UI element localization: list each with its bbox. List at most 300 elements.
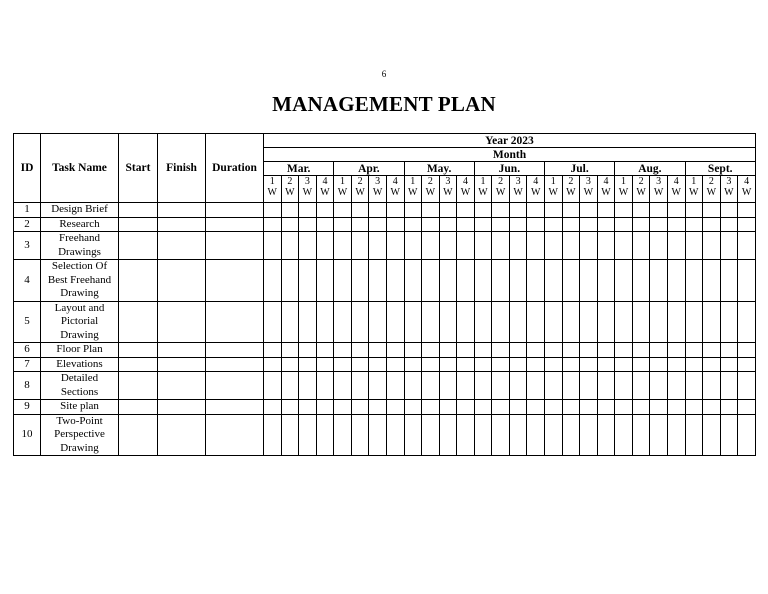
schedule-cell [281, 372, 299, 400]
schedule-cell [299, 372, 317, 400]
task-start [119, 203, 158, 218]
schedule-cell [422, 343, 440, 358]
task-rows [14, 203, 756, 456]
week-number: 4 [322, 176, 328, 187]
week-unit: W [618, 187, 629, 198]
week-number: 4 [533, 176, 539, 187]
schedule-cell [720, 232, 738, 260]
schedule-cell [509, 414, 527, 456]
schedule-cell [264, 343, 282, 358]
task-row [14, 217, 756, 232]
schedule-cell [580, 414, 598, 456]
schedule-cell [264, 414, 282, 456]
schedule-cell [457, 260, 475, 302]
col-header-start: Start [119, 134, 158, 203]
task-row [14, 372, 756, 400]
week-header [703, 176, 721, 203]
task-start [119, 232, 158, 260]
schedule-cell [351, 301, 369, 343]
task-start [119, 400, 158, 415]
schedule-cell [703, 414, 721, 456]
schedule-cell [492, 217, 510, 232]
schedule-cell [650, 203, 668, 218]
schedule-cell [281, 260, 299, 302]
schedule-cell [615, 203, 633, 218]
week-number: 3 [515, 176, 521, 187]
task-row [14, 301, 756, 343]
task-duration [206, 203, 264, 218]
schedule-cell [580, 343, 598, 358]
schedule-cell [386, 203, 404, 218]
task-name-line: Research [59, 217, 100, 230]
schedule-cell [615, 357, 633, 372]
schedule-cell [650, 217, 668, 232]
week-unit: W [601, 187, 611, 198]
schedule-cell [386, 400, 404, 415]
week-header [351, 176, 369, 203]
task-duration [206, 414, 264, 456]
schedule-cell [632, 372, 650, 400]
task-start [119, 301, 158, 343]
schedule-cell [580, 301, 598, 343]
task-row [14, 260, 756, 302]
week-unit: W [583, 187, 594, 198]
schedule-cell [369, 400, 387, 415]
schedule-cell [386, 217, 404, 232]
schedule-cell [545, 357, 563, 372]
schedule-cell [738, 301, 756, 343]
schedule-cell [422, 203, 440, 218]
schedule-cell [685, 414, 703, 456]
schedule-cell [527, 357, 545, 372]
schedule-cell [299, 301, 317, 343]
col-header-duration: Duration [206, 134, 264, 203]
schedule-cell [334, 232, 352, 260]
schedule-cell [457, 343, 475, 358]
schedule-cell [632, 232, 650, 260]
schedule-cell [334, 301, 352, 343]
schedule-cell [492, 400, 510, 415]
schedule-cell [685, 343, 703, 358]
task-row [14, 400, 756, 415]
task-name-line: Drawing [60, 441, 99, 454]
task-row [14, 343, 756, 358]
week-number: 2 [498, 176, 504, 187]
week-number: 1 [269, 176, 275, 187]
task-start [119, 343, 158, 358]
schedule-cell [351, 260, 369, 302]
task-id: 1 [14, 203, 41, 218]
schedule-cell [720, 400, 738, 415]
task-finish [158, 343, 206, 358]
schedule-cell [703, 203, 721, 218]
schedule-cell [545, 232, 563, 260]
schedule-cell [457, 203, 475, 218]
schedule-cell [632, 203, 650, 218]
week-number: 4 [603, 176, 609, 187]
schedule-cell [667, 232, 685, 260]
schedule-cell [316, 203, 334, 218]
schedule-cell [720, 301, 738, 343]
schedule-cell [580, 203, 598, 218]
task-finish [158, 372, 206, 400]
task-finish [158, 217, 206, 232]
schedule-cell [492, 343, 510, 358]
schedule-cell [738, 232, 756, 260]
task-row [14, 357, 756, 372]
task-name [41, 232, 119, 260]
schedule-cell [667, 372, 685, 400]
schedule-cell [439, 260, 457, 302]
task-name-line: Two-Point [56, 414, 103, 427]
week-header [264, 176, 282, 203]
week-header [492, 176, 510, 203]
schedule-cell [720, 217, 738, 232]
schedule-cell [667, 203, 685, 218]
schedule-cell [703, 343, 721, 358]
task-id: 6 [14, 343, 41, 358]
week-unit: W [689, 187, 699, 198]
col-header-task-name: Task Name [41, 134, 119, 203]
schedule-cell [316, 372, 334, 400]
schedule-cell [615, 343, 633, 358]
week-unit: W [267, 187, 277, 198]
schedule-cell [545, 414, 563, 456]
week-header [439, 176, 457, 203]
task-start [119, 414, 158, 456]
task-duration [206, 301, 264, 343]
task-id: 2 [14, 217, 41, 232]
schedule-cell [334, 357, 352, 372]
schedule-cell [299, 414, 317, 456]
schedule-cell [527, 414, 545, 456]
schedule-cell [509, 301, 527, 343]
schedule-cell [720, 372, 738, 400]
schedule-cell [562, 414, 580, 456]
schedule-cell [369, 203, 387, 218]
schedule-cell [580, 217, 598, 232]
schedule-cell [334, 343, 352, 358]
schedule-cell [334, 372, 352, 400]
schedule-cell [422, 372, 440, 400]
week-number: 3 [656, 176, 662, 187]
schedule-cell [720, 260, 738, 302]
schedule-cell [738, 357, 756, 372]
schedule-cell [369, 260, 387, 302]
management-plan-table [13, 133, 756, 456]
week-unit: W [671, 187, 681, 198]
task-name [41, 400, 119, 415]
week-number: 4 [673, 176, 679, 187]
schedule-cell [509, 260, 527, 302]
schedule-cell [667, 217, 685, 232]
task-finish [158, 232, 206, 260]
schedule-cell [650, 372, 668, 400]
schedule-cell [738, 400, 756, 415]
schedule-cell [492, 357, 510, 372]
schedule-cell [738, 203, 756, 218]
week-header [527, 176, 545, 203]
task-name-line: Site plan [60, 400, 99, 412]
task-name [41, 217, 119, 232]
schedule-cell [299, 400, 317, 415]
schedule-cell [492, 260, 510, 302]
schedule-cell [580, 357, 598, 372]
task-name-line: Drawings [58, 245, 101, 258]
schedule-cell [509, 217, 527, 232]
schedule-cell [474, 232, 492, 260]
task-id: 10 [14, 414, 41, 456]
week-unit: W [548, 187, 558, 198]
week-number: 2 [357, 176, 363, 187]
schedule-cell [685, 301, 703, 343]
schedule-cell [264, 260, 282, 302]
schedule-cell [369, 357, 387, 372]
schedule-cell [545, 260, 563, 302]
schedule-cell [685, 357, 703, 372]
schedule-cell [615, 414, 633, 456]
week-unit: W [724, 187, 734, 198]
week-header [615, 176, 633, 203]
schedule-cell [685, 232, 703, 260]
schedule-cell [474, 357, 492, 372]
schedule-cell [316, 232, 334, 260]
month-header: Month [264, 148, 756, 162]
week-unit: W [320, 187, 330, 198]
schedule-cell [439, 232, 457, 260]
schedule-cell [299, 260, 317, 302]
schedule-cell [334, 400, 352, 415]
schedule-cell [597, 260, 615, 302]
schedule-cell [703, 232, 721, 260]
schedule-cell [527, 400, 545, 415]
schedule-cell [615, 260, 633, 302]
schedule-cell [562, 400, 580, 415]
schedule-cell [404, 232, 422, 260]
week-number: 1 [410, 176, 416, 187]
schedule-cell [685, 217, 703, 232]
task-finish [158, 301, 206, 343]
week-header [281, 176, 299, 203]
schedule-cell [281, 217, 299, 232]
week-number: 2 [708, 176, 714, 187]
schedule-cell [562, 232, 580, 260]
schedule-cell [404, 414, 422, 456]
schedule-cell [632, 301, 650, 343]
schedule-cell [509, 372, 527, 400]
task-name-line: Layout and [54, 301, 105, 314]
schedule-cell [667, 414, 685, 456]
week-unit: W [478, 187, 488, 198]
month-sept: Sept. [685, 162, 755, 176]
schedule-cell [351, 217, 369, 232]
schedule-cell [562, 301, 580, 343]
schedule-cell [685, 260, 703, 302]
month-aug: Aug. [615, 162, 685, 176]
schedule-cell [316, 301, 334, 343]
task-id: 8 [14, 372, 41, 400]
week-header [509, 176, 527, 203]
week-unit: W [566, 187, 576, 198]
week-unit: W [530, 187, 541, 198]
week-unit: W [513, 187, 523, 198]
schedule-cell [439, 217, 457, 232]
schedule-cell [386, 301, 404, 343]
schedule-cell [422, 357, 440, 372]
month-apr: Apr. [334, 162, 404, 176]
week-unit: W [653, 187, 664, 198]
week-number: 1 [480, 176, 486, 187]
schedule-cell [474, 343, 492, 358]
schedule-cell [615, 372, 633, 400]
week-number: 3 [726, 176, 732, 187]
schedule-cell [580, 372, 598, 400]
schedule-cell [457, 301, 475, 343]
schedule-cell [386, 260, 404, 302]
schedule-cell [351, 357, 369, 372]
task-row [14, 203, 756, 218]
week-number: 2 [568, 176, 574, 187]
schedule-cell [597, 372, 615, 400]
schedule-cell [404, 343, 422, 358]
schedule-cell [545, 372, 563, 400]
schedule-cell [386, 372, 404, 400]
schedule-cell [474, 372, 492, 400]
week-header [738, 176, 756, 203]
schedule-cell [615, 217, 633, 232]
schedule-cell [545, 217, 563, 232]
schedule-cell [650, 232, 668, 260]
week-number: 2 [427, 176, 433, 187]
schedule-cell [738, 343, 756, 358]
task-name-line: Sections [60, 385, 99, 398]
schedule-cell [650, 357, 668, 372]
schedule-cell [685, 400, 703, 415]
week-number: 3 [445, 176, 451, 187]
task-duration [206, 260, 264, 302]
col-header-finish: Finish [158, 134, 206, 203]
schedule-cell [738, 414, 756, 456]
task-id: 5 [14, 301, 41, 343]
week-number: 4 [744, 176, 750, 187]
schedule-cell [597, 232, 615, 260]
schedule-cell [404, 203, 422, 218]
week-header [562, 176, 580, 203]
task-name [41, 301, 119, 343]
schedule-cell [457, 232, 475, 260]
week-header [720, 176, 738, 203]
task-duration [206, 372, 264, 400]
task-start [119, 217, 158, 232]
schedule-cell [562, 357, 580, 372]
task-finish [158, 260, 206, 302]
schedule-cell [720, 343, 738, 358]
schedule-cell [492, 301, 510, 343]
schedule-cell [580, 400, 598, 415]
schedule-cell [316, 414, 334, 456]
task-id: 4 [14, 260, 41, 302]
week-header [545, 176, 563, 203]
schedule-cell [334, 414, 352, 456]
schedule-cell [703, 260, 721, 302]
schedule-cell [562, 203, 580, 218]
schedule-cell [386, 357, 404, 372]
task-name [41, 414, 119, 456]
task-start [119, 357, 158, 372]
schedule-cell [738, 260, 756, 302]
schedule-cell [404, 301, 422, 343]
schedule-cell [386, 414, 404, 456]
schedule-cell [615, 400, 633, 415]
schedule-cell [299, 343, 317, 358]
schedule-cell [299, 217, 317, 232]
schedule-cell [667, 357, 685, 372]
schedule-cell [422, 414, 440, 456]
schedule-cell [738, 372, 756, 400]
schedule-cell [562, 343, 580, 358]
schedule-cell [580, 232, 598, 260]
schedule-cell [545, 343, 563, 358]
task-name [41, 357, 119, 372]
schedule-cell [351, 203, 369, 218]
schedule-cell [439, 372, 457, 400]
task-name-line: Selection Of [51, 260, 108, 272]
schedule-cell [457, 372, 475, 400]
week-header [474, 176, 492, 203]
task-name-line: Drawing [60, 328, 99, 341]
schedule-cell [281, 232, 299, 260]
schedule-cell [562, 372, 580, 400]
schedule-cell [597, 343, 615, 358]
week-header [457, 176, 475, 203]
week-unit: W [408, 187, 418, 198]
schedule-cell [281, 343, 299, 358]
schedule-cell [509, 357, 527, 372]
month-may: May. [404, 162, 474, 176]
schedule-cell [474, 414, 492, 456]
task-row [14, 414, 756, 456]
week-number: 1 [691, 176, 697, 187]
week-unit: W [337, 187, 348, 198]
schedule-cell [650, 400, 668, 415]
schedule-cell [492, 203, 510, 218]
schedule-cell [527, 203, 545, 218]
schedule-cell [615, 301, 633, 343]
schedule-cell [264, 301, 282, 343]
week-number: 1 [550, 176, 556, 187]
schedule-cell [422, 217, 440, 232]
task-name-line: Best Freehand [47, 273, 112, 286]
schedule-cell [562, 260, 580, 302]
schedule-cell [422, 301, 440, 343]
schedule-cell [316, 357, 334, 372]
task-finish [158, 357, 206, 372]
schedule-cell [369, 232, 387, 260]
week-header [386, 176, 404, 203]
schedule-cell [492, 372, 510, 400]
week-number: 4 [462, 176, 468, 187]
schedule-cell [474, 301, 492, 343]
schedule-cell [351, 400, 369, 415]
schedule-cell [281, 400, 299, 415]
schedule-cell [474, 217, 492, 232]
schedule-cell [720, 414, 738, 456]
week-header [685, 176, 703, 203]
col-header-id: ID [14, 134, 41, 203]
schedule-cell [720, 357, 738, 372]
schedule-cell [369, 372, 387, 400]
week-header [299, 176, 317, 203]
